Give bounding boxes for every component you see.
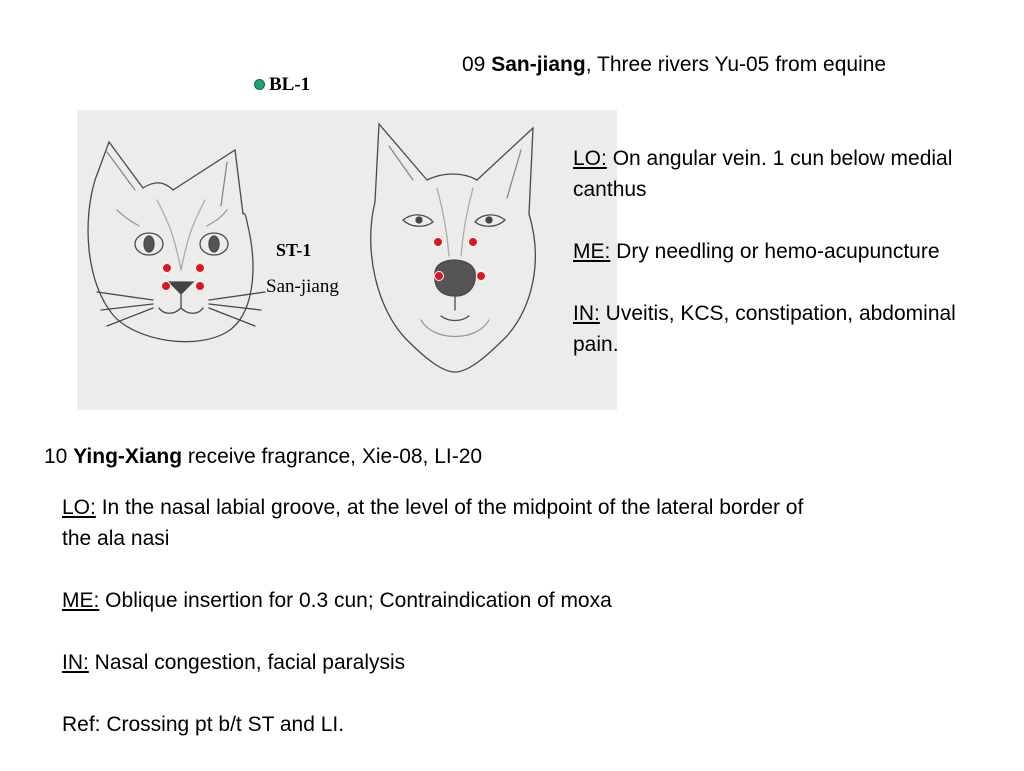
section-09-indication: [573, 298, 993, 360]
acupoint-dot: [434, 238, 443, 247]
location-label: LO:: [62, 496, 96, 519]
indication-label: IN:: [573, 302, 600, 325]
section-09-number: 09: [462, 53, 486, 76]
acupoint-dot: [162, 282, 171, 291]
section-09-subtitle: , Three rivers Yu-05 from equine: [585, 53, 887, 76]
acupoint-dot: [469, 238, 478, 247]
location-text: In the nasal labial groove, at the level of the midpoint of the lateral border of the ala nasi: [62, 496, 804, 550]
section-10-title: [44, 441, 482, 472]
section-09-details: [573, 143, 993, 391]
section-09-method: [573, 236, 993, 267]
indication-label: IN:: [62, 651, 89, 674]
method-label: ME:: [62, 589, 100, 612]
bl1-marker-dot: [254, 79, 265, 90]
method-text: Oblique insertion for 0.3 cun; Contraindication of moxa: [99, 589, 612, 612]
acupoint-dot: [196, 264, 205, 273]
section-10-indication: [62, 647, 822, 678]
location-text: On angular vein. 1 cun below medial canthus: [573, 147, 953, 201]
st1-label: ST-1: [276, 240, 312, 260]
section-09-point-name: San-jiang: [491, 53, 586, 76]
indication-text: Nasal congestion, facial paralysis: [88, 651, 406, 674]
section-10-reference: Ref: Crossing pt b/t ST and LI.: [62, 713, 345, 736]
bl1-label-text: BL-1: [269, 74, 311, 95]
san-jiang-label: San-jiang: [266, 276, 339, 297]
indication-text: Uveitis, KCS, constipation, abdominal pain.: [573, 302, 956, 356]
section-10-point-name: Ying-Xiang: [73, 445, 183, 468]
method-text: Dry needling or hemo-acupuncture: [610, 240, 940, 263]
section-09-title: [462, 49, 886, 80]
acupoint-dot: [196, 282, 205, 291]
acupoint-dot: [163, 264, 172, 273]
acupoint-dot: [435, 272, 444, 281]
section-10-subtitle: receive fragrance, Xie-08, LI-20: [182, 445, 483, 468]
illustration-background: [77, 110, 617, 410]
acupoint-dot: [477, 272, 486, 281]
section-10-details: [62, 492, 822, 771]
method-label: ME:: [573, 240, 611, 263]
section-10-method: [62, 585, 822, 616]
section-10-location: [62, 492, 822, 554]
bl1-label: [254, 74, 310, 96]
location-label: LO:: [573, 147, 607, 170]
section-10-number: 10: [44, 445, 68, 468]
section-09-location: [573, 143, 993, 205]
cat-dog-acupoint-illustration: [77, 110, 617, 410]
